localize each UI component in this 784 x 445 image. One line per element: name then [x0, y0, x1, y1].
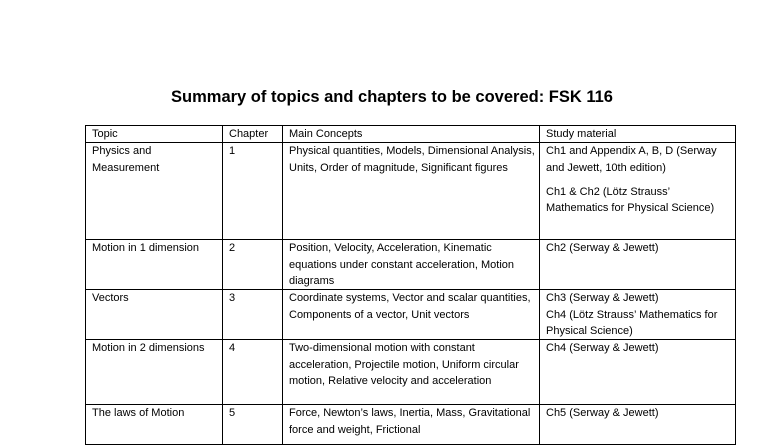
chapter-cell: 5 — [223, 405, 283, 445]
topic-cell: Motion in 1 dimension — [86, 240, 223, 290]
column-header-main-concepts: Main Concepts — [283, 126, 540, 143]
table-row — [86, 240, 736, 290]
study-cell — [540, 405, 736, 445]
study-material-text: Ch5 (Serway & Jewett) — [546, 407, 659, 420]
table-row — [86, 405, 736, 445]
study-material-text: Ch1 & Ch2 (Lötz Strauss’ Mathematics for Physical Science) — [546, 185, 715, 215]
topic-cell: Vectors — [86, 290, 223, 340]
study-material-text: Ch4 (Serway & Jewett) — [546, 342, 659, 355]
concepts-cell: Coordinate systems, Vector and scalar quantities, Components of a vector, Unit vectors — [283, 290, 540, 340]
table-row — [86, 290, 736, 340]
study-cell — [540, 340, 736, 405]
page-title: Summary of topics and chapters to be covered: FSK 116 — [171, 88, 613, 106]
topic-cell: Physics and Measurement — [86, 143, 223, 240]
chapter-cell: 2 — [223, 240, 283, 290]
study-material-text: Ch1 and Appendix A, B, D (Serway and Jewett, 10th edition) — [546, 145, 717, 174]
table-row — [86, 143, 736, 240]
study-material-text: Ch2 (Serway & Jewett) — [546, 242, 659, 255]
concepts-cell: Two-dimensional motion with constant acceleration, Projectile motion, Uniform circular motion, Relative velocity and acceleration — [283, 340, 540, 405]
topic-cell: The laws of Motion — [86, 405, 223, 445]
table-row — [86, 340, 736, 405]
study-material-text: Ch4 (Lötz Strauss’ Mathematics for Physical Science) — [546, 308, 718, 337]
study-cell — [540, 240, 736, 290]
study-cell — [540, 290, 736, 340]
chapter-cell: 3 — [223, 290, 283, 340]
column-header-chapter: Chapter — [223, 126, 283, 143]
study-material-text: Ch3 (Serway & Jewett) — [546, 292, 659, 305]
chapter-cell: 4 — [223, 340, 283, 405]
topic-cell: Motion in 2 dimensions — [86, 340, 223, 405]
concepts-cell: Physical quantities, Models, Dimensional Analysis, Units, Order of magnitude, Significant figures — [283, 143, 540, 240]
column-header-topic: Topic — [86, 126, 223, 143]
concepts-cell: Position, Velocity, Acceleration, Kinematic equations under constant acceleration, Motion diagrams — [283, 240, 540, 290]
topics-table — [85, 125, 736, 445]
column-header-study-material: Study material — [540, 126, 736, 143]
concepts-cell: Force, Newton’s laws, Inertia, Mass, Gravitational force and weight, Frictional — [283, 405, 540, 445]
table-header-row — [86, 126, 736, 143]
chapter-cell: 1 — [223, 143, 283, 240]
study-cell — [540, 143, 736, 240]
